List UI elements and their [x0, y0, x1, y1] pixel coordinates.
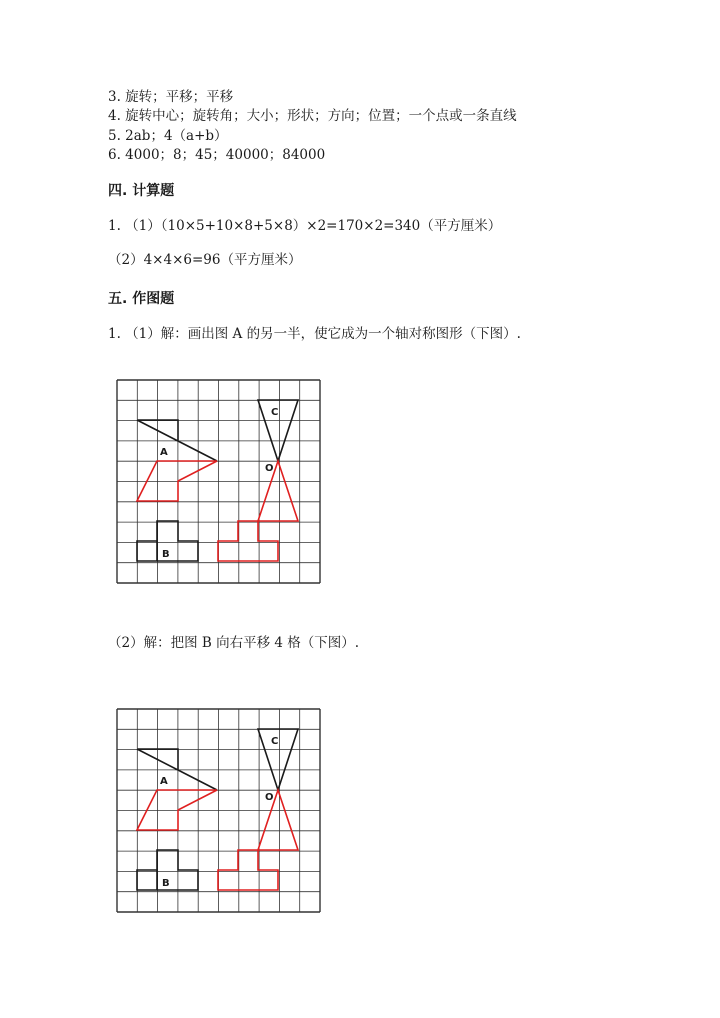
label-c: C [271, 736, 279, 747]
grid-figure-2 [112, 704, 327, 923]
shape-a-mirror [137, 461, 217, 501]
shape-b-translated [218, 850, 278, 890]
answer-line-5: 5. 2ab；4（a+b） [108, 128, 228, 144]
label-b: B [162, 549, 170, 560]
shape-a-mirror [137, 790, 217, 830]
answer-line-3: 3. 旋转；平移；平移 [108, 89, 234, 105]
draw-q1-part2: （2）解：把图 B 向右平移 4 格（下图）. [108, 635, 360, 651]
answer-line-6: 6. 4000；8；45；40000；84000 [108, 147, 326, 163]
label-o: O [265, 463, 274, 474]
label-b: B [162, 878, 170, 889]
section-5-heading: 五. 作图题 [108, 291, 175, 307]
shape-c-rotated [258, 790, 298, 850]
shape-c-rotated [258, 461, 298, 521]
shape-b-translated [218, 521, 278, 561]
calc-q1-part1: 1. （1）（10×5+10×8+5×8）×2=170×2=340（平方厘米） [108, 218, 502, 234]
label-a: A [160, 447, 168, 458]
label-a: A [160, 776, 168, 787]
label-o: O [265, 792, 274, 803]
section-4-heading: 四. 计算题 [108, 183, 175, 199]
label-c: C [271, 407, 279, 418]
grid-figure-1 [112, 375, 327, 594]
answer-line-4: 4. 旋转中心；旋转角；大小；形状；方向；位置；一个点或一条直线 [108, 108, 517, 124]
calc-q1-part2: （2）4×4×6=96（平方厘米） [108, 252, 302, 268]
draw-q1-part1: 1. （1）解：画出图 A 的另一半，使它成为一个轴对称图形（下图）. [108, 326, 521, 342]
